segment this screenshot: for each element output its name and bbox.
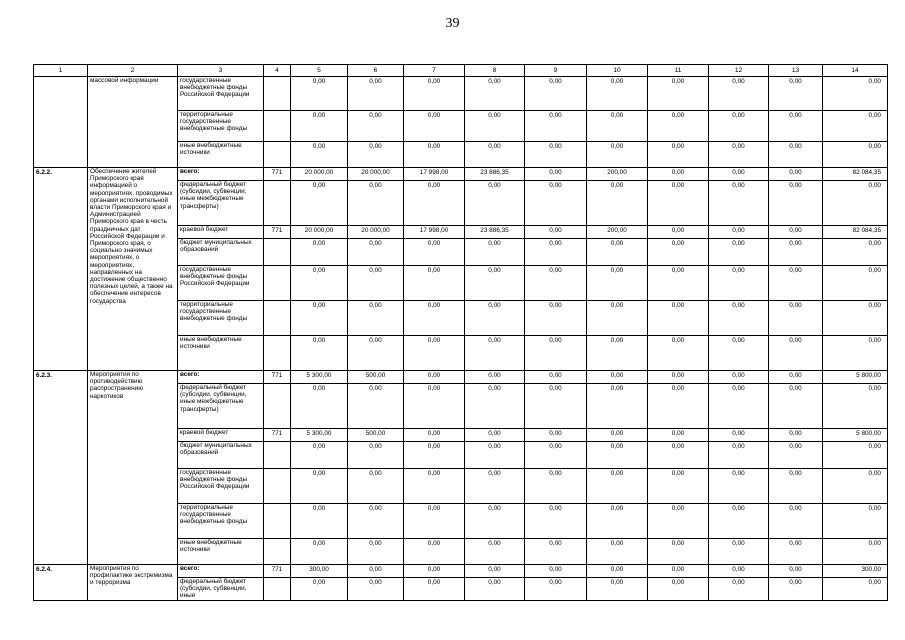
funding-source: иные внебюджетные источники	[178, 539, 264, 565]
grbs-code: 771	[264, 429, 291, 442]
value-cell: 0,00	[823, 578, 888, 601]
value-cell: 0,00	[823, 301, 888, 336]
grbs-code	[264, 442, 291, 469]
funding-source: краевой бюджет	[178, 226, 264, 239]
funding-source: бюджет муниципальных образований	[178, 442, 264, 469]
value-cell: 0,00	[525, 469, 587, 504]
value-cell: 0,00	[291, 336, 348, 371]
value-cell: 0,00	[404, 469, 465, 504]
value-cell: 0,00	[291, 539, 348, 565]
value-cell: 0,00	[769, 142, 823, 168]
value-cell: 0,00	[587, 301, 648, 336]
value-cell: 0,00	[769, 578, 823, 601]
value-cell: 5 800,00	[823, 371, 888, 384]
value-cell: 0,00	[404, 301, 465, 336]
value-cell: 0,00	[348, 504, 404, 539]
value-cell: 200,00	[587, 168, 648, 181]
value-cell: 0,00	[709, 565, 769, 578]
value-cell: 0,00	[404, 266, 465, 301]
value-cell: 82 084,35	[823, 168, 888, 181]
value-cell: 5 300,00	[291, 371, 348, 384]
value-cell: 0,00	[291, 301, 348, 336]
value-cell: 0,00	[525, 77, 587, 111]
value-cell: 300,00	[823, 565, 888, 578]
value-cell: 0,00	[348, 578, 404, 601]
section-name: Мероприятия по профилактике экстремизма и терроризма	[88, 565, 178, 601]
funding-source: бюджет муниципальных образований	[178, 239, 264, 266]
value-cell: 0,00	[348, 539, 404, 565]
value-cell: 0,00	[769, 565, 823, 578]
value-cell: 23 886,35	[465, 226, 525, 239]
value-cell: 0,00	[465, 181, 525, 226]
value-cell: 0,00	[525, 301, 587, 336]
value-cell: 0,00	[587, 111, 648, 142]
value-cell: 0,00	[648, 429, 709, 442]
value-cell: 0,00	[823, 504, 888, 539]
value-cell: 0,00	[291, 181, 348, 226]
value-cell: 0,00	[291, 239, 348, 266]
value-cell: 0,00	[709, 239, 769, 266]
value-cell: 0,00	[291, 442, 348, 469]
header-cell: 13	[769, 65, 823, 77]
value-cell: 0,00	[709, 371, 769, 384]
value-cell: 0,00	[348, 142, 404, 168]
value-cell: 0,00	[348, 301, 404, 336]
value-cell: 0,00	[291, 266, 348, 301]
value-cell: 5 800,00	[823, 429, 888, 442]
value-cell: 0,00	[769, 226, 823, 239]
value-cell: 0,00	[525, 168, 587, 181]
grbs-code	[264, 181, 291, 226]
value-cell: 300,00	[291, 565, 348, 578]
funding-source: иные внебюджетные источники	[178, 142, 264, 168]
value-cell: 0,00	[404, 578, 465, 601]
value-cell: 0,00	[404, 142, 465, 168]
value-cell: 0,00	[525, 578, 587, 601]
value-cell: 0,00	[648, 384, 709, 429]
value-cell: 0,00	[769, 239, 823, 266]
grbs-code	[264, 266, 291, 301]
value-cell: 0,00	[823, 142, 888, 168]
value-cell: 0,00	[769, 111, 823, 142]
value-cell: 0,00	[291, 77, 348, 111]
funding-source: краевой бюджет	[178, 429, 264, 442]
value-cell: 0,00	[404, 429, 465, 442]
value-cell: 0,00	[823, 111, 888, 142]
value-cell: 0,00	[404, 504, 465, 539]
value-cell: 0,00	[587, 142, 648, 168]
funding-source: федеральный бюджет (субсидии, субвенции, иные межбюджетные трансферты)	[178, 181, 264, 226]
value-cell: 0,00	[465, 111, 525, 142]
value-cell: 0,00	[587, 469, 648, 504]
funding-source: территориальные государственные внебюджетные фонды	[178, 301, 264, 336]
table-row	[34, 371, 888, 384]
value-cell: 0,00	[587, 539, 648, 565]
funding-source: федеральный бюджет (субсидии, субвенции, иные	[178, 578, 264, 601]
value-cell: 0,00	[465, 142, 525, 168]
grbs-code: 771	[264, 168, 291, 181]
value-cell: 0,00	[465, 336, 525, 371]
header-cell: 6	[348, 65, 404, 77]
value-cell: 0,00	[709, 504, 769, 539]
value-cell: 0,00	[823, 539, 888, 565]
value-cell: 0,00	[823, 469, 888, 504]
header-cell: 9	[525, 65, 587, 77]
grbs-code: 771	[264, 371, 291, 384]
value-cell: 20 000,00	[291, 168, 348, 181]
header-cell: 8	[465, 65, 525, 77]
value-cell: 0,00	[648, 336, 709, 371]
value-cell: 0,00	[291, 504, 348, 539]
value-cell: 0,00	[823, 77, 888, 111]
value-cell: 0,00	[648, 301, 709, 336]
value-cell: 0,00	[709, 181, 769, 226]
header-cell: 12	[709, 65, 769, 77]
grbs-code	[264, 111, 291, 142]
value-cell: 0,00	[348, 77, 404, 111]
value-cell: 0,00	[769, 266, 823, 301]
value-cell: 0,00	[648, 442, 709, 469]
value-cell: 0,00	[648, 168, 709, 181]
value-cell: 0,00	[587, 266, 648, 301]
value-cell: 0,00	[709, 111, 769, 142]
value-cell: 0,00	[348, 469, 404, 504]
value-cell: 0,00	[404, 336, 465, 371]
funding-source: государственные внебюджетные фонды Российской Федерации	[178, 469, 264, 504]
value-cell: 0,00	[769, 384, 823, 429]
value-cell: 0,00	[769, 336, 823, 371]
value-cell: 0,00	[769, 371, 823, 384]
value-cell: 0,00	[587, 336, 648, 371]
funding-source: всего:	[178, 565, 264, 578]
value-cell: 500,00	[348, 429, 404, 442]
value-cell: 0,00	[648, 266, 709, 301]
value-cell: 0,00	[648, 142, 709, 168]
value-cell: 0,00	[525, 266, 587, 301]
value-cell: 0,00	[348, 111, 404, 142]
value-cell: 5 300,00	[291, 429, 348, 442]
grbs-code	[264, 336, 291, 371]
header-cell: 3	[178, 65, 264, 77]
value-cell: 0,00	[465, 239, 525, 266]
value-cell: 0,00	[404, 539, 465, 565]
value-cell: 0,00	[404, 111, 465, 142]
value-cell: 0,00	[769, 168, 823, 181]
value-cell: 0,00	[587, 384, 648, 429]
section-name: массовой информации	[88, 77, 178, 168]
value-cell: 0,00	[709, 168, 769, 181]
funding-source: государственные внебюджетные фонды Российской Федерации	[178, 266, 264, 301]
value-cell: 0,00	[291, 142, 348, 168]
value-cell: 0,00	[648, 111, 709, 142]
value-cell: 0,00	[348, 181, 404, 226]
header-row	[34, 65, 888, 77]
value-cell: 0,00	[404, 442, 465, 469]
value-cell: 0,00	[525, 442, 587, 469]
value-cell: 0,00	[648, 77, 709, 111]
value-cell: 0,00	[587, 504, 648, 539]
value-cell: 0,00	[348, 266, 404, 301]
value-cell: 0,00	[291, 578, 348, 601]
section-code: 6.2.2.	[34, 168, 88, 371]
value-cell: 0,00	[465, 371, 525, 384]
value-cell: 20 000,00	[291, 226, 348, 239]
value-cell: 0,00	[291, 384, 348, 429]
table-row	[34, 168, 888, 181]
value-cell: 0,00	[587, 371, 648, 384]
value-cell: 0,00	[648, 469, 709, 504]
value-cell: 17 998,00	[404, 226, 465, 239]
value-cell: 0,00	[348, 565, 404, 578]
value-cell: 0,00	[291, 111, 348, 142]
value-cell: 23 886,35	[465, 168, 525, 181]
value-cell: 0,00	[709, 301, 769, 336]
value-cell: 0,00	[648, 226, 709, 239]
header-cell: 4	[264, 65, 291, 77]
value-cell: 0,00	[587, 578, 648, 601]
value-cell: 17 998,00	[404, 168, 465, 181]
value-cell: 200,00	[587, 226, 648, 239]
grbs-code	[264, 578, 291, 601]
value-cell: 0,00	[348, 384, 404, 429]
header-cell: 5	[291, 65, 348, 77]
value-cell: 0,00	[525, 429, 587, 442]
funding-source: всего:	[178, 168, 264, 181]
value-cell: 0,00	[648, 181, 709, 226]
value-cell: 0,00	[769, 301, 823, 336]
value-cell: 0,00	[823, 384, 888, 429]
value-cell: 0,00	[525, 384, 587, 429]
value-cell: 0,00	[525, 371, 587, 384]
value-cell: 0,00	[823, 181, 888, 226]
value-cell: 0,00	[769, 539, 823, 565]
value-cell: 0,00	[648, 565, 709, 578]
value-cell: 0,00	[465, 565, 525, 578]
value-cell: 0,00	[291, 469, 348, 504]
value-cell: 0,00	[525, 504, 587, 539]
value-cell: 0,00	[823, 336, 888, 371]
value-cell: 0,00	[709, 266, 769, 301]
value-cell: 0,00	[769, 504, 823, 539]
value-cell: 0,00	[587, 239, 648, 266]
value-cell: 0,00	[769, 77, 823, 111]
value-cell: 0,00	[709, 384, 769, 429]
value-cell: 0,00	[709, 226, 769, 239]
section-code	[34, 77, 88, 168]
value-cell: 0,00	[823, 442, 888, 469]
funding-source: всего:	[178, 371, 264, 384]
value-cell: 0,00	[404, 181, 465, 226]
value-cell: 0,00	[465, 77, 525, 111]
value-cell: 0,00	[587, 565, 648, 578]
section-name: Мероприятия по противодействию распространению наркотиков	[88, 371, 178, 565]
value-cell: 0,00	[709, 142, 769, 168]
value-cell: 0,00	[348, 442, 404, 469]
value-cell: 0,00	[648, 578, 709, 601]
budget-table	[33, 64, 888, 601]
value-cell: 0,00	[465, 539, 525, 565]
grbs-code: 771	[264, 226, 291, 239]
value-cell: 0,00	[709, 77, 769, 111]
value-cell: 0,00	[525, 239, 587, 266]
grbs-code	[264, 239, 291, 266]
value-cell: 0,00	[465, 301, 525, 336]
value-cell: 0,00	[465, 469, 525, 504]
value-cell: 0,00	[769, 429, 823, 442]
value-cell: 0,00	[525, 142, 587, 168]
value-cell: 0,00	[709, 429, 769, 442]
value-cell: 0,00	[465, 266, 525, 301]
value-cell: 0,00	[465, 442, 525, 469]
value-cell: 0,00	[525, 336, 587, 371]
value-cell: 0,00	[525, 226, 587, 239]
value-cell: 0,00	[404, 239, 465, 266]
grbs-code	[264, 384, 291, 429]
value-cell: 0,00	[587, 181, 648, 226]
page-number: 39	[445, 16, 460, 31]
value-cell: 0,00	[587, 442, 648, 469]
value-cell: 0,00	[648, 239, 709, 266]
value-cell: 0,00	[525, 539, 587, 565]
grbs-code	[264, 539, 291, 565]
value-cell: 500,00	[348, 371, 404, 384]
funding-source: федеральный бюджет (субсидии, субвенции, иные межбюджетные трансферты)	[178, 384, 264, 429]
grbs-code: 771	[264, 565, 291, 578]
value-cell: 0,00	[709, 539, 769, 565]
value-cell: 0,00	[465, 384, 525, 429]
header-cell: 2	[88, 65, 178, 77]
value-cell: 0,00	[465, 429, 525, 442]
value-cell: 20 000,00	[348, 168, 404, 181]
value-cell: 0,00	[769, 469, 823, 504]
section-code: 6.2.4.	[34, 565, 88, 601]
value-cell: 0,00	[465, 504, 525, 539]
value-cell: 0,00	[823, 239, 888, 266]
header-cell: 14	[823, 65, 888, 77]
grbs-code	[264, 301, 291, 336]
table-row	[34, 565, 888, 578]
grbs-code	[264, 469, 291, 504]
value-cell: 0,00	[348, 336, 404, 371]
table-row	[34, 77, 888, 111]
header-cell: 7	[404, 65, 465, 77]
value-cell: 0,00	[525, 565, 587, 578]
grbs-code	[264, 142, 291, 168]
funding-source: территориальные государственные внебюджетные фонды	[178, 504, 264, 539]
value-cell: 0,00	[769, 181, 823, 226]
value-cell: 0,00	[587, 429, 648, 442]
value-cell: 0,00	[404, 565, 465, 578]
value-cell: 0,00	[525, 111, 587, 142]
value-cell: 0,00	[709, 469, 769, 504]
header-cell: 10	[587, 65, 648, 77]
value-cell: 0,00	[648, 371, 709, 384]
value-cell: 0,00	[525, 181, 587, 226]
value-cell: 0,00	[404, 371, 465, 384]
header-cell: 11	[648, 65, 709, 77]
value-cell: 20 000,00	[348, 226, 404, 239]
table-body	[34, 65, 888, 601]
grbs-code	[264, 504, 291, 539]
funding-source: государственные внебюджетные фонды Российской Федерации	[178, 77, 264, 111]
value-cell: 0,00	[348, 239, 404, 266]
value-cell: 0,00	[587, 77, 648, 111]
value-cell: 0,00	[404, 77, 465, 111]
value-cell: 0,00	[465, 578, 525, 601]
value-cell: 0,00	[709, 336, 769, 371]
value-cell: 82 084,35	[823, 226, 888, 239]
funding-source: территориальные государственные внебюджетные фонды	[178, 111, 264, 142]
header-cell: 1	[34, 65, 88, 77]
value-cell: 0,00	[648, 504, 709, 539]
value-cell: 0,00	[823, 266, 888, 301]
grbs-code	[264, 77, 291, 111]
value-cell: 0,00	[709, 442, 769, 469]
value-cell: 0,00	[648, 539, 709, 565]
funding-source: иные внебюджетные источники	[178, 336, 264, 371]
section-name: Обеспечение жителей Приморского края информацией о мероприятиях, проводимых органами исполнительной власти Приморского края и Администрацией Приморского края в честь праздничных дат Российской Федерации и Приморского края, о социально значимых мероприятиях, о мероприятиях, направленных на достижение общественно полезных целей, а также на обеспечение интересов государства	[88, 168, 178, 371]
section-code: 6.2.3.	[34, 371, 88, 565]
value-cell: 0,00	[709, 578, 769, 601]
value-cell: 0,00	[769, 442, 823, 469]
value-cell: 0,00	[404, 384, 465, 429]
